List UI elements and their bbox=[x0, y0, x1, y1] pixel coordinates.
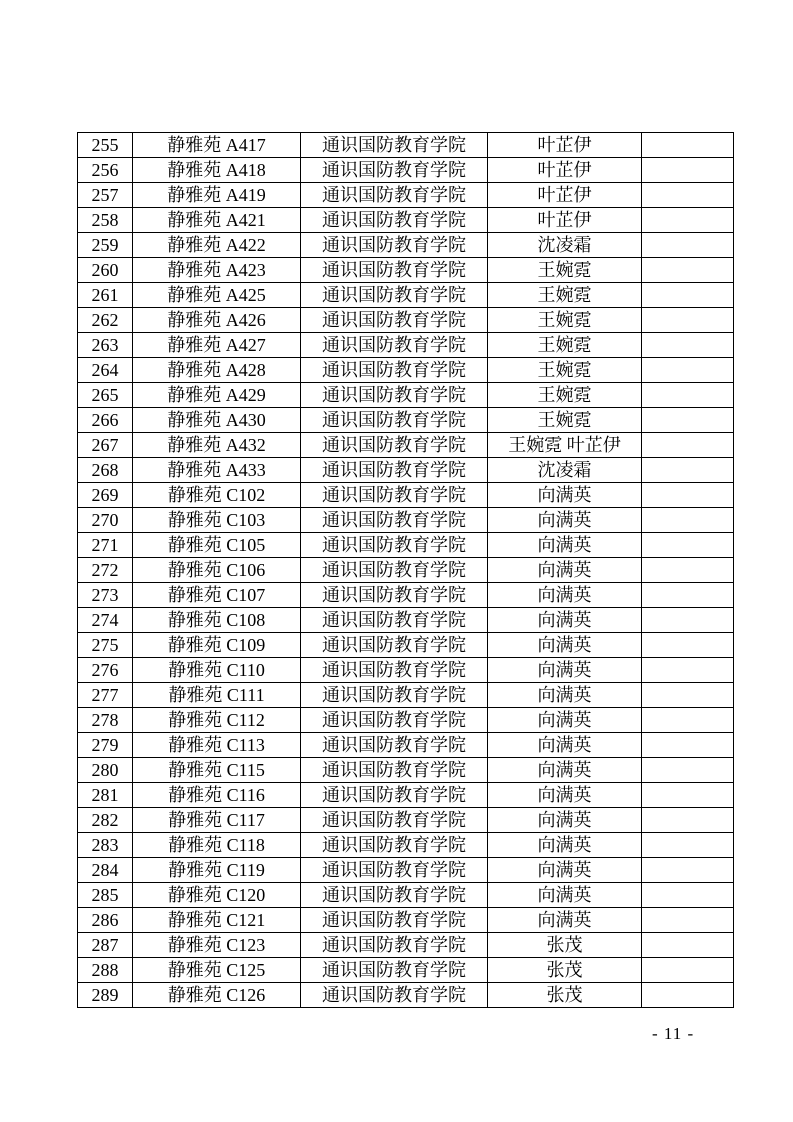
cell-college: 通识国防教育学院 bbox=[301, 858, 488, 883]
cell-college: 通识国防教育学院 bbox=[301, 533, 488, 558]
cell-note bbox=[642, 308, 734, 333]
cell-person: 王婉霓 bbox=[488, 283, 642, 308]
cell-number: 260 bbox=[78, 258, 133, 283]
table-row bbox=[78, 158, 734, 183]
cell-room: 静雅苑 C118 bbox=[133, 833, 301, 858]
cell-college: 通识国防教育学院 bbox=[301, 308, 488, 333]
table-row bbox=[78, 208, 734, 233]
cell-room: 静雅苑 C105 bbox=[133, 533, 301, 558]
cell-room: 静雅苑 A418 bbox=[133, 158, 301, 183]
cell-note bbox=[642, 583, 734, 608]
page-number: - 11 - bbox=[652, 1024, 695, 1043]
cell-note bbox=[642, 508, 734, 533]
cell-college: 通识国防教育学院 bbox=[301, 133, 488, 158]
cell-number: 274 bbox=[78, 608, 133, 633]
cell-note bbox=[642, 708, 734, 733]
cell-room: 静雅苑 C106 bbox=[133, 558, 301, 583]
cell-person: 沈凌霜 bbox=[488, 458, 642, 483]
cell-room: 静雅苑 C123 bbox=[133, 933, 301, 958]
cell-person: 向满英 bbox=[488, 783, 642, 808]
cell-college: 通识国防教育学院 bbox=[301, 508, 488, 533]
cell-room: 静雅苑 C109 bbox=[133, 633, 301, 658]
cell-number: 285 bbox=[78, 883, 133, 908]
cell-college: 通识国防教育学院 bbox=[301, 183, 488, 208]
cell-note bbox=[642, 208, 734, 233]
cell-college: 通识国防教育学院 bbox=[301, 258, 488, 283]
cell-note bbox=[642, 133, 734, 158]
cell-note bbox=[642, 758, 734, 783]
cell-note bbox=[642, 733, 734, 758]
cell-person: 向满英 bbox=[488, 658, 642, 683]
table-row bbox=[78, 433, 734, 458]
cell-number: 284 bbox=[78, 858, 133, 883]
cell-note bbox=[642, 408, 734, 433]
table-row bbox=[78, 808, 734, 833]
cell-room: 静雅苑 A426 bbox=[133, 308, 301, 333]
table-row bbox=[78, 608, 734, 633]
cell-college: 通识国防教育学院 bbox=[301, 983, 488, 1008]
cell-room: 静雅苑 A419 bbox=[133, 183, 301, 208]
cell-note bbox=[642, 808, 734, 833]
table-row bbox=[78, 583, 734, 608]
cell-college: 通识国防教育学院 bbox=[301, 433, 488, 458]
cell-person: 王婉霓 bbox=[488, 358, 642, 383]
cell-college: 通识国防教育学院 bbox=[301, 458, 488, 483]
cell-room: 静雅苑 A423 bbox=[133, 258, 301, 283]
cell-note bbox=[642, 883, 734, 908]
cell-number: 262 bbox=[78, 308, 133, 333]
cell-college: 通识国防教育学院 bbox=[301, 758, 488, 783]
cell-number: 278 bbox=[78, 708, 133, 733]
cell-note bbox=[642, 333, 734, 358]
cell-note bbox=[642, 908, 734, 933]
cell-note bbox=[642, 558, 734, 583]
cell-note bbox=[642, 983, 734, 1008]
cell-college: 通识国防教育学院 bbox=[301, 908, 488, 933]
table-row bbox=[78, 833, 734, 858]
cell-room: 静雅苑 C125 bbox=[133, 958, 301, 983]
cell-note bbox=[642, 683, 734, 708]
cell-college: 通识国防教育学院 bbox=[301, 783, 488, 808]
table-row bbox=[78, 233, 734, 258]
cell-note bbox=[642, 433, 734, 458]
cell-note bbox=[642, 933, 734, 958]
table-row bbox=[78, 458, 734, 483]
cell-room: 静雅苑 C117 bbox=[133, 808, 301, 833]
cell-person: 叶芷伊 bbox=[488, 158, 642, 183]
cell-room: 静雅苑 C102 bbox=[133, 483, 301, 508]
cell-room: 静雅苑 C110 bbox=[133, 658, 301, 683]
cell-room: 静雅苑 C103 bbox=[133, 508, 301, 533]
cell-college: 通识国防教育学院 bbox=[301, 633, 488, 658]
cell-number: 271 bbox=[78, 533, 133, 558]
table-row bbox=[78, 958, 734, 983]
cell-room: 静雅苑 A422 bbox=[133, 233, 301, 258]
cell-room: 静雅苑 C126 bbox=[133, 983, 301, 1008]
cell-number: 258 bbox=[78, 208, 133, 233]
cell-person: 向满英 bbox=[488, 483, 642, 508]
table-row bbox=[78, 658, 734, 683]
cell-note bbox=[642, 958, 734, 983]
dormitory-table-body bbox=[78, 133, 734, 1008]
cell-note bbox=[642, 833, 734, 858]
cell-college: 通识国防教育学院 bbox=[301, 208, 488, 233]
cell-number: 257 bbox=[78, 183, 133, 208]
cell-number: 269 bbox=[78, 483, 133, 508]
cell-person: 向满英 bbox=[488, 508, 642, 533]
cell-person: 向满英 bbox=[488, 633, 642, 658]
cell-number: 275 bbox=[78, 633, 133, 658]
cell-college: 通识国防教育学院 bbox=[301, 583, 488, 608]
table-row bbox=[78, 708, 734, 733]
cell-person: 向满英 bbox=[488, 533, 642, 558]
cell-number: 272 bbox=[78, 558, 133, 583]
cell-person: 张茂 bbox=[488, 958, 642, 983]
table-row bbox=[78, 383, 734, 408]
cell-room: 静雅苑 C119 bbox=[133, 858, 301, 883]
cell-number: 264 bbox=[78, 358, 133, 383]
cell-person: 向满英 bbox=[488, 908, 642, 933]
cell-person: 沈凌霜 bbox=[488, 233, 642, 258]
cell-person: 向满英 bbox=[488, 833, 642, 858]
table-row bbox=[78, 308, 734, 333]
table-row bbox=[78, 333, 734, 358]
cell-number: 282 bbox=[78, 808, 133, 833]
cell-note bbox=[642, 258, 734, 283]
cell-note bbox=[642, 158, 734, 183]
table-row bbox=[78, 733, 734, 758]
cell-number: 261 bbox=[78, 283, 133, 308]
cell-college: 通识国防教育学院 bbox=[301, 833, 488, 858]
cell-number: 259 bbox=[78, 233, 133, 258]
cell-room: 静雅苑 C113 bbox=[133, 733, 301, 758]
table-row bbox=[78, 283, 734, 308]
cell-number: 270 bbox=[78, 508, 133, 533]
cell-room: 静雅苑 A429 bbox=[133, 383, 301, 408]
cell-number: 273 bbox=[78, 583, 133, 608]
cell-room: 静雅苑 A427 bbox=[133, 333, 301, 358]
cell-number: 277 bbox=[78, 683, 133, 708]
cell-person: 王婉霓 bbox=[488, 308, 642, 333]
cell-room: 静雅苑 C120 bbox=[133, 883, 301, 908]
cell-room: 静雅苑 C112 bbox=[133, 708, 301, 733]
cell-room: 静雅苑 A425 bbox=[133, 283, 301, 308]
cell-number: 288 bbox=[78, 958, 133, 983]
cell-college: 通识国防教育学院 bbox=[301, 958, 488, 983]
cell-note bbox=[642, 358, 734, 383]
cell-college: 通识国防教育学院 bbox=[301, 558, 488, 583]
table-row bbox=[78, 133, 734, 158]
cell-person: 向满英 bbox=[488, 558, 642, 583]
cell-note bbox=[642, 383, 734, 408]
cell-number: 263 bbox=[78, 333, 133, 358]
table-row bbox=[78, 908, 734, 933]
table-row bbox=[78, 983, 734, 1008]
cell-person: 王婉霓 bbox=[488, 333, 642, 358]
cell-number: 289 bbox=[78, 983, 133, 1008]
cell-note bbox=[642, 233, 734, 258]
cell-person: 王婉霓 bbox=[488, 408, 642, 433]
cell-number: 276 bbox=[78, 658, 133, 683]
table-row bbox=[78, 358, 734, 383]
cell-person: 向满英 bbox=[488, 858, 642, 883]
table-row bbox=[78, 933, 734, 958]
cell-college: 通识国防教育学院 bbox=[301, 333, 488, 358]
cell-person: 向满英 bbox=[488, 708, 642, 733]
table-row bbox=[78, 508, 734, 533]
cell-person: 向满英 bbox=[488, 883, 642, 908]
cell-person: 向满英 bbox=[488, 583, 642, 608]
table-row bbox=[78, 633, 734, 658]
cell-number: 267 bbox=[78, 433, 133, 458]
table-row bbox=[78, 558, 734, 583]
cell-college: 通识国防教育学院 bbox=[301, 233, 488, 258]
cell-number: 287 bbox=[78, 933, 133, 958]
table-row bbox=[78, 533, 734, 558]
cell-note bbox=[642, 608, 734, 633]
cell-number: 256 bbox=[78, 158, 133, 183]
cell-room: 静雅苑 A428 bbox=[133, 358, 301, 383]
cell-note bbox=[642, 533, 734, 558]
table-row bbox=[78, 783, 734, 808]
table-row bbox=[78, 683, 734, 708]
dormitory-table bbox=[77, 132, 734, 1008]
cell-number: 286 bbox=[78, 908, 133, 933]
cell-number: 255 bbox=[78, 133, 133, 158]
cell-number: 280 bbox=[78, 758, 133, 783]
cell-college: 通识国防教育学院 bbox=[301, 483, 488, 508]
cell-person: 向满英 bbox=[488, 758, 642, 783]
cell-room: 静雅苑 C108 bbox=[133, 608, 301, 633]
cell-person: 王婉霓 叶芷伊 bbox=[488, 433, 642, 458]
cell-college: 通识国防教育学院 bbox=[301, 158, 488, 183]
cell-person: 王婉霓 bbox=[488, 383, 642, 408]
cell-note bbox=[642, 658, 734, 683]
cell-college: 通识国防教育学院 bbox=[301, 933, 488, 958]
cell-note bbox=[642, 183, 734, 208]
cell-college: 通识国防教育学院 bbox=[301, 608, 488, 633]
table-row bbox=[78, 258, 734, 283]
cell-college: 通识国防教育学院 bbox=[301, 683, 488, 708]
cell-person: 叶芷伊 bbox=[488, 183, 642, 208]
cell-note bbox=[642, 858, 734, 883]
cell-college: 通识国防教育学院 bbox=[301, 358, 488, 383]
cell-room: 静雅苑 C111 bbox=[133, 683, 301, 708]
cell-room: 静雅苑 C115 bbox=[133, 758, 301, 783]
cell-college: 通识国防教育学院 bbox=[301, 733, 488, 758]
cell-room: 静雅苑 C116 bbox=[133, 783, 301, 808]
cell-person: 叶芷伊 bbox=[488, 133, 642, 158]
cell-number: 265 bbox=[78, 383, 133, 408]
table-row bbox=[78, 408, 734, 433]
cell-room: 静雅苑 A421 bbox=[133, 208, 301, 233]
cell-room: 静雅苑 A417 bbox=[133, 133, 301, 158]
cell-college: 通识国防教育学院 bbox=[301, 283, 488, 308]
cell-number: 279 bbox=[78, 733, 133, 758]
cell-note bbox=[642, 633, 734, 658]
cell-note bbox=[642, 783, 734, 808]
cell-number: 281 bbox=[78, 783, 133, 808]
cell-note bbox=[642, 458, 734, 483]
cell-person: 向满英 bbox=[488, 683, 642, 708]
cell-college: 通识国防教育学院 bbox=[301, 658, 488, 683]
cell-room: 静雅苑 A432 bbox=[133, 433, 301, 458]
cell-person: 张茂 bbox=[488, 933, 642, 958]
table-row bbox=[78, 758, 734, 783]
table-row bbox=[78, 483, 734, 508]
cell-college: 通识国防教育学院 bbox=[301, 383, 488, 408]
table-row bbox=[78, 183, 734, 208]
cell-number: 268 bbox=[78, 458, 133, 483]
cell-person: 向满英 bbox=[488, 733, 642, 758]
cell-number: 266 bbox=[78, 408, 133, 433]
cell-college: 通识国防教育学院 bbox=[301, 408, 488, 433]
cell-number: 283 bbox=[78, 833, 133, 858]
cell-room: 静雅苑 A430 bbox=[133, 408, 301, 433]
cell-room: 静雅苑 A433 bbox=[133, 458, 301, 483]
cell-person: 张茂 bbox=[488, 983, 642, 1008]
cell-person: 叶芷伊 bbox=[488, 208, 642, 233]
cell-room: 静雅苑 C107 bbox=[133, 583, 301, 608]
cell-college: 通识国防教育学院 bbox=[301, 808, 488, 833]
table-row bbox=[78, 883, 734, 908]
cell-note bbox=[642, 283, 734, 308]
cell-college: 通识国防教育学院 bbox=[301, 883, 488, 908]
cell-note bbox=[642, 483, 734, 508]
cell-room: 静雅苑 C121 bbox=[133, 908, 301, 933]
cell-person: 向满英 bbox=[488, 808, 642, 833]
table-row bbox=[78, 858, 734, 883]
cell-college: 通识国防教育学院 bbox=[301, 708, 488, 733]
cell-person: 王婉霓 bbox=[488, 258, 642, 283]
cell-person: 向满英 bbox=[488, 608, 642, 633]
